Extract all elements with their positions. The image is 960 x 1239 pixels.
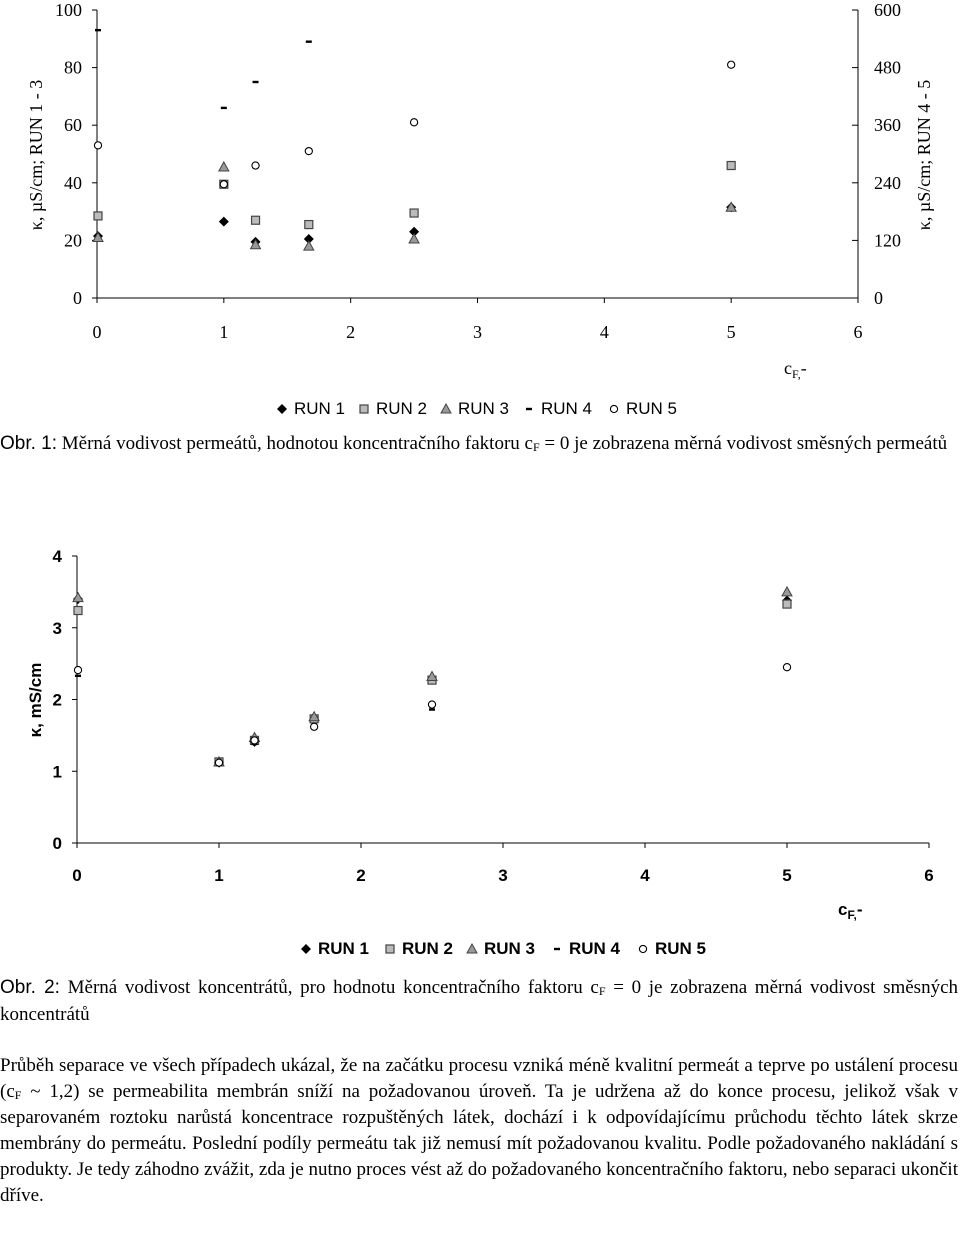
y-tick-label: 4 (52, 547, 62, 566)
y-tick-label: 2 (52, 690, 62, 710)
x-tick-label: 0 (92, 322, 102, 342)
data-point-run-5 (783, 664, 790, 671)
legend (277, 399, 677, 418)
y-tick-label-left: 60 (64, 115, 82, 136)
data-point-run-5 (410, 119, 417, 126)
data-point-run-4 (253, 81, 259, 83)
y-axis-label: κ, mS/cm (26, 662, 45, 738)
paragraph-text-rest: ~ 1,2) se permeabilita membrán sníží na požadovanou úroveň. Ta je udržena až do konce procesu, jelikož však v separovaném roztoku narůstá koncentrace rozpuštěných látek, dochází i k odpovídajícímu průchodu těchto látek skrze membrány do permeátu. Poslední podíly permeátu tak již nemusí mít požadovanou kvalitu. Podle požadovaného nakládání s produkty. Je tedy záhodno zvážit, zda je nutno proces vést až do požadovaného koncentračního faktoru, nebo separaci ukončit dříve. (0, 1081, 958, 1206)
data-point-run-2 (305, 221, 313, 229)
y-tick-label-right: 0 (874, 288, 883, 308)
legend-marker-dash (554, 948, 560, 950)
tick-labels (55, 0, 901, 342)
data-point-run-5 (252, 162, 259, 169)
x-tick-label: 3 (498, 866, 508, 885)
caption-text-rest: = 0 je zobrazena měrná vodivost směsných permeátů (539, 433, 948, 454)
y-tick-label-right: 480 (874, 57, 901, 78)
data-point-run-5 (220, 181, 227, 188)
data-point-run-4 (306, 40, 312, 42)
data-markers (93, 0, 736, 250)
x-axis-label: $c_{F,}-$ (784, 358, 807, 381)
x-tick-label: 3 (473, 322, 482, 342)
data-point-run-1 (219, 217, 229, 227)
plot-frame (72, 556, 929, 848)
x-tick-label: 4 (640, 866, 650, 885)
data-point-run-3 (782, 587, 792, 596)
data-point-run-2 (252, 216, 260, 224)
x-tick-label: 0 (72, 866, 82, 885)
y-tick-label-left: 80 (64, 57, 82, 78)
x-axis-label: $c_{F,}-$ (838, 900, 863, 922)
x-tick-label: 5 (726, 322, 736, 342)
x-tick-label: 1 (214, 866, 224, 885)
body-paragraph (0, 1053, 958, 1209)
y-tick-label-left: 0 (73, 288, 82, 308)
plot-frame (92, 10, 858, 303)
caption-subscript: F (598, 984, 606, 998)
figure-1-caption (0, 430, 958, 457)
data-point-run-5 (215, 759, 222, 766)
data-point-run-5 (251, 737, 258, 744)
legend-marker-circle (639, 945, 646, 952)
legend-entry: RUN 4 (541, 399, 593, 418)
x-tick-label: 6 (853, 322, 863, 342)
data-point-run-5 (428, 701, 435, 708)
legend-entry: RUN 2 (402, 939, 454, 958)
paragraph-subscript: F (14, 1088, 22, 1102)
data-point-run-4 (95, 29, 101, 31)
tick-labels (53, 547, 934, 885)
x-tick-label: 5 (782, 866, 792, 885)
y-tick-label: 3 (52, 618, 62, 638)
data-point-run-4 (429, 708, 435, 710)
legend-marker-triangle (467, 944, 477, 953)
legend-marker-diamond (277, 404, 287, 414)
data-point-run-5 (311, 723, 318, 730)
data-point-run-2 (74, 607, 82, 615)
y-axis-label-right: κ, µS/cm; RUN 4 - 5 (914, 79, 934, 231)
data-point-run-3 (73, 593, 83, 602)
data-point-run-3 (219, 162, 229, 171)
figure-2-chart (0, 530, 960, 970)
caption-text: Měrná vodivost koncentrátů, pro hodnotu koncentračního faktoru c (67, 977, 599, 998)
figure-2-caption (0, 974, 958, 1028)
legend-entry: RUN 1 (294, 399, 346, 418)
legend-entry: RUN 3 (484, 939, 536, 958)
legend-entry: RUN 5 (626, 399, 678, 418)
caption-text-rest: = 0 je zobrazena měrná vodivost směsných koncentrátů (0, 977, 958, 1025)
x-tick-label: 2 (346, 322, 356, 342)
data-point-run-5 (74, 666, 81, 673)
y-axis-label-left: κ, µS/cm; RUN 1 - 3 (26, 79, 46, 231)
caption-text: Měrná vodivost permeátů, hodnotou koncentračního faktoru c (61, 433, 533, 454)
data-point-run-5 (728, 61, 735, 68)
legend-entry: RUN 4 (569, 939, 621, 958)
data-point-run-4 (75, 675, 81, 677)
data-point-run-3 (409, 234, 419, 243)
y-tick-label-left: 20 (64, 230, 82, 251)
y-tick-label-left: 100 (55, 0, 82, 20)
x-tick-label: 1 (219, 322, 229, 342)
legend-marker-dash (526, 408, 532, 410)
x-tick-label: 6 (924, 866, 934, 885)
data-point-run-3 (304, 241, 314, 250)
data-point-run-5 (305, 148, 312, 155)
caption-label: Obr. 1: (0, 433, 58, 454)
x-tick-label: 2 (356, 866, 366, 885)
data-point-run-2 (410, 209, 418, 217)
data-point-run-2 (727, 162, 735, 170)
y-tick-label-right: 360 (874, 115, 901, 136)
data-point-run-4 (221, 107, 227, 109)
legend-entry: RUN 5 (655, 939, 707, 958)
legend-marker-circle (610, 405, 617, 412)
figure-1-chart (0, 0, 960, 425)
data-point-run-5 (94, 142, 101, 149)
y-tick-label-right: 120 (874, 230, 901, 251)
y-tick-label-left: 40 (64, 172, 82, 193)
legend-marker-triangle (441, 404, 451, 413)
legend-marker-square (386, 945, 394, 953)
paragraph-text: Průběh separace ve všech případech ukázal, že na začátku procesu vzniká méně kvalitní permeát a teprve po ustálení procesu (c (0, 1055, 958, 1102)
x-tick-label: 4 (599, 322, 609, 342)
legend-marker-diamond (301, 944, 311, 954)
y-tick-label: 1 (52, 762, 62, 782)
legend-marker-square (360, 405, 368, 413)
legend (301, 939, 706, 958)
data-point-run-2 (783, 600, 791, 608)
caption-subscript: F (532, 440, 540, 454)
data-markers (73, 587, 792, 768)
legend-entry: RUN 3 (458, 399, 510, 418)
data-point-run-2 (94, 212, 102, 220)
caption-label: Obr. 2: (0, 977, 60, 998)
y-tick-label-right: 600 (874, 0, 901, 20)
y-tick-label: 0 (52, 834, 62, 853)
legend-entry: RUN 2 (376, 399, 428, 418)
y-tick-label-right: 240 (874, 172, 901, 193)
legend-entry: RUN 1 (318, 939, 370, 958)
